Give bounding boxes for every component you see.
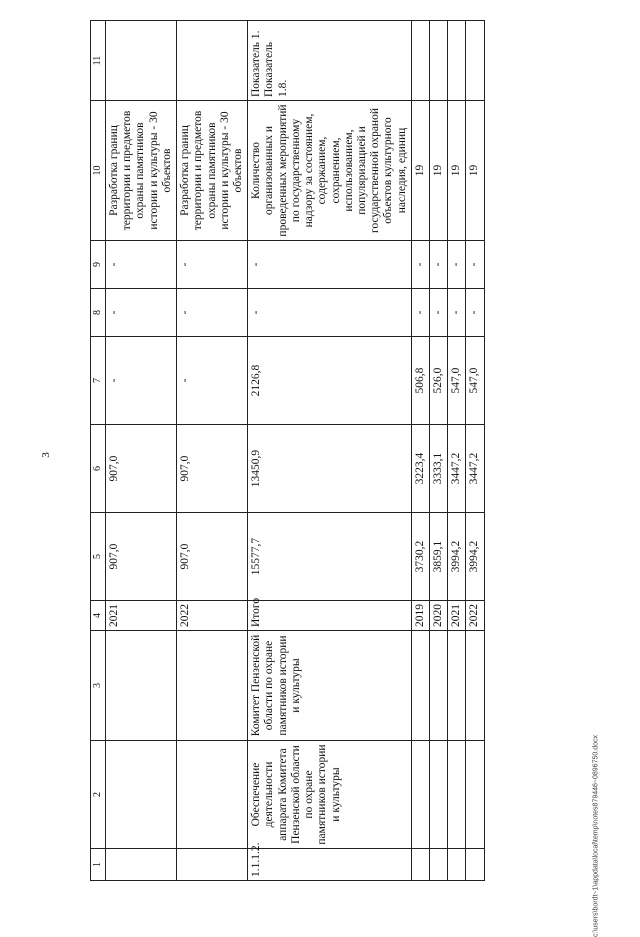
cell-col9: - (430, 241, 448, 289)
cell-col7: 547,0 (466, 337, 484, 425)
cell-col6: 3333,1 (430, 425, 448, 513)
table-row (106, 21, 177, 881)
col-header: 1 (91, 849, 106, 881)
cell-col7: - (106, 337, 177, 425)
col-header: 2 (91, 741, 106, 849)
cell-executor: Комитет Пензенской области по охране памятников истории и культуры (248, 631, 412, 741)
cell-col9: - (411, 241, 429, 289)
table-rotation-frame (90, 21, 578, 881)
cell-number: 1.1.1.2. (248, 849, 412, 881)
cell-note (430, 21, 448, 101)
cell-note (411, 21, 429, 101)
document-footer (589, 735, 603, 937)
col-header: 11 (91, 21, 106, 101)
cell-total: 907,0 (177, 513, 248, 601)
table-row (411, 21, 429, 881)
cell-total: 3994,2 (448, 513, 466, 601)
cell-col7: 2126,8 (248, 337, 412, 425)
cell-col7: 547,0 (448, 337, 466, 425)
header-row (91, 21, 106, 881)
cell-number (448, 849, 466, 881)
table-row (466, 21, 484, 881)
cell-name (430, 741, 448, 849)
col-header: 9 (91, 241, 106, 289)
cell-col6: 907,0 (177, 425, 248, 513)
cell-total: 907,0 (106, 513, 177, 601)
cell-col9: - (248, 241, 412, 289)
col-header: 10 (91, 101, 106, 241)
cell-total: 3859,1 (430, 513, 448, 601)
cell-note (466, 21, 484, 101)
cell-name (177, 741, 248, 849)
cell-col8: - (411, 289, 429, 337)
cell-indicator: 19 (411, 101, 429, 241)
cell-note (106, 21, 177, 101)
cell-total: 3730,2 (411, 513, 429, 601)
cell-name (448, 741, 466, 849)
cell-executor (466, 631, 484, 741)
cell-col7: - (177, 337, 248, 425)
cell-year: 2019 (411, 601, 429, 631)
cell-number (430, 849, 448, 881)
cell-year: 2021 (106, 601, 177, 631)
cell-executor (411, 631, 429, 741)
cell-col9: - (177, 241, 248, 289)
cell-executor (106, 631, 177, 741)
cell-indicator: Разработка границ территории и предметов охраны памятников истории и культуры - 30 объектов (106, 101, 177, 241)
cell-number (106, 849, 177, 881)
cell-col6: 907,0 (106, 425, 177, 513)
col-header: 6 (91, 425, 106, 513)
cell-year: 2021 (448, 601, 466, 631)
cell-note (177, 21, 248, 101)
cell-executor (430, 631, 448, 741)
cell-year: 2022 (466, 601, 484, 631)
cell-number (177, 849, 248, 881)
cell-indicator: 19 (448, 101, 466, 241)
table-row (248, 21, 412, 881)
table-stage (90, 21, 578, 881)
cell-name (466, 741, 484, 849)
table-row (177, 21, 248, 881)
cell-col6: 3447,2 (448, 425, 466, 513)
cell-col8: - (430, 289, 448, 337)
cell-executor (177, 631, 248, 741)
cell-name: Обеспечение деятельности аппарата Комитета Пензенской области по охране памятников истории и культуры (248, 741, 412, 849)
cell-indicator: Разработка границ территории и предметов охраны памятников истории и культуры - 30 объектов (177, 101, 248, 241)
cell-year: Итого (248, 601, 412, 631)
cell-year: 2022 (177, 601, 248, 631)
col-header: 3 (91, 631, 106, 741)
col-header: 4 (91, 601, 106, 631)
cell-col7: 526,0 (430, 337, 448, 425)
table-row (448, 21, 466, 881)
page-number: 3 (40, 452, 52, 458)
cell-col6: 3223,4 (411, 425, 429, 513)
cell-col9: - (448, 241, 466, 289)
cell-col6: 13450,9 (248, 425, 412, 513)
col-header: 7 (91, 337, 106, 425)
cell-number (466, 849, 484, 881)
cell-col8: - (448, 289, 466, 337)
cell-col9: - (466, 241, 484, 289)
cell-year: 2020 (430, 601, 448, 631)
cell-total: 15577,7 (248, 513, 412, 601)
col-header: 5 (91, 513, 106, 601)
cell-indicator: 19 (430, 101, 448, 241)
cell-indicator: 19 (466, 101, 484, 241)
cell-note: Показатель 1. Показатель 1.8. (248, 21, 412, 101)
program-table (90, 20, 485, 881)
cell-indicator: Количество организованных и проведенных мероприятий по государственному надзору за состоянием, содержанием, сохранением, использованием, популяризацией и государственной охраной объектов культурного наследия, единиц (248, 101, 412, 241)
cell-name (106, 741, 177, 849)
footer-file-path: c:\users\bordt~1\appdata\local\temp\notes879446~0896750.docx (592, 735, 600, 937)
cell-note (448, 21, 466, 101)
cell-col6: 3447,2 (466, 425, 484, 513)
cell-number (411, 849, 429, 881)
cell-total: 3994,2 (466, 513, 484, 601)
cell-col8: - (248, 289, 412, 337)
col-header: 8 (91, 289, 106, 337)
cell-col8: - (106, 289, 177, 337)
cell-col8: - (466, 289, 484, 337)
cell-executor (448, 631, 466, 741)
cell-name (411, 741, 429, 849)
cell-col9: - (106, 241, 177, 289)
cell-col7: 506,8 (411, 337, 429, 425)
table-row (430, 21, 448, 881)
cell-col8: - (177, 289, 248, 337)
